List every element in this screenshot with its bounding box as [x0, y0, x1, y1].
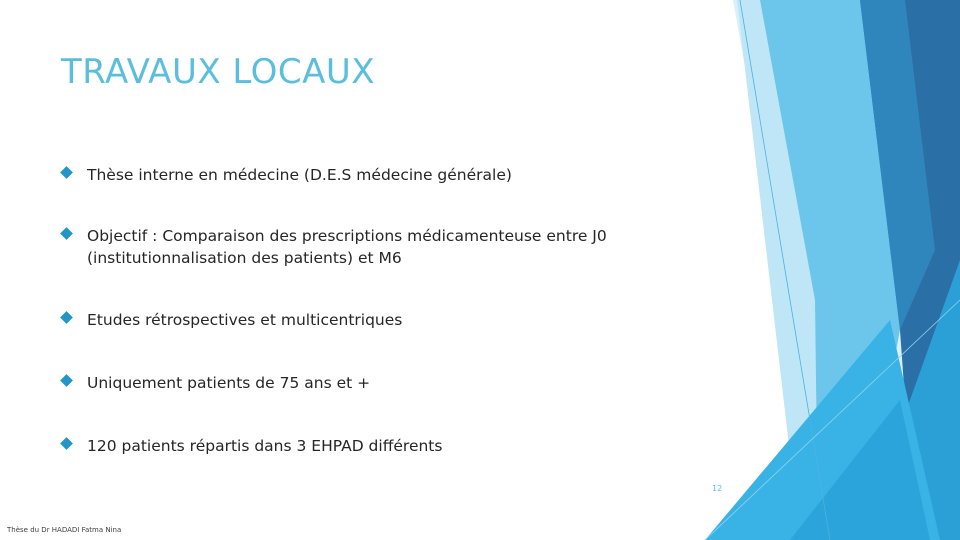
bullet-line: Objectif : Comparaison des prescriptions médicamenteuse entre J0	[87, 227, 607, 245]
slide-title: TRAVAUX LOCAUX	[61, 52, 376, 92]
bullet-text	[87, 225, 687, 269]
bullet-line: Uniquement patients de 75 ans et +	[87, 374, 371, 392]
footer-text: Thèse du Dr HADADI Fatma Nina	[7, 526, 122, 534]
bullet-text	[87, 164, 687, 186]
bullet-line: 120 patients répartis dans 3 EHPAD différents	[87, 437, 443, 455]
page-number: 12	[712, 484, 723, 493]
bullet-text	[87, 309, 687, 331]
bullet-line: Thèse interne en médecine (D.E.S médecine générale)	[87, 166, 512, 184]
bullet-line: (institutionnalisation des patients) et M6	[87, 249, 402, 267]
bullet-text	[87, 372, 687, 394]
bullet-text	[87, 435, 687, 457]
bullet-line: Etudes rétrospectives et multicentriques	[87, 311, 403, 329]
